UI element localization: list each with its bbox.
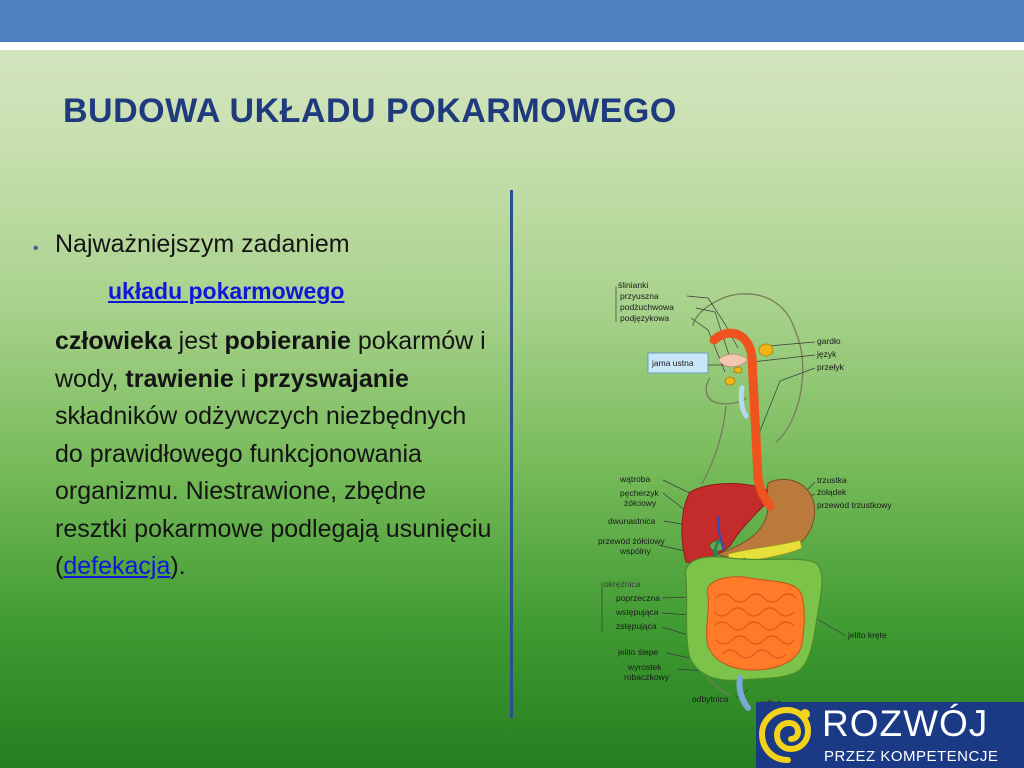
label-przelyk: przełyk <box>817 362 844 372</box>
top-bar <box>0 0 1024 42</box>
bold-czlowieka: człowieka <box>55 327 172 355</box>
slide-title: BUDOWA UKŁADU POKARMOWEGO <box>63 92 677 130</box>
bold-przyswajanie: przyswajanie <box>253 364 409 393</box>
vertical-divider <box>510 190 513 718</box>
salivary-gland-sublingual <box>734 367 742 373</box>
text-seg-6: i <box>233 364 254 393</box>
text-seg-8: składników odżywczych niezbędnych do prawidłowego funkcjonowania organizmu. Niestrawione, zbędne resztki pokarmowe podlegają usunięciu ( <box>55 402 492 580</box>
top-stripe <box>0 42 1024 50</box>
label-wstepujaca: wstępująca <box>616 607 659 617</box>
label-jezyk: język <box>817 349 837 359</box>
label-dwunastnica: dwunastnica <box>608 516 656 526</box>
label-jelito-slepe: jelito ślepe <box>618 647 659 657</box>
label-gardlo: gardło <box>817 336 841 346</box>
link-defekacja[interactable]: defekacja <box>63 552 171 580</box>
label-zstepujaca: zstępująca <box>616 621 657 631</box>
label-odbytnica: odbytnica <box>692 694 729 704</box>
bullet-icon: • <box>33 240 39 257</box>
label-jama-ustna: jama ustna <box>652 358 694 368</box>
digestive-system-diagram <box>590 278 920 718</box>
label-podzuchwowa: podżuchwowa <box>620 302 674 312</box>
label-przewod-trzustkowy: przewód trzustkowy <box>817 500 892 510</box>
label-poprzeczna: poprzeczna <box>616 593 660 603</box>
logo-spiral-icon <box>756 702 820 768</box>
logo-subtitle: PRZEZ KOMPETENCJE <box>824 748 999 765</box>
bullet-line-1: Najważniejszym zadaniem <box>55 230 350 258</box>
label-wyrostek-2: robaczkowy <box>624 672 669 682</box>
label-przewod-zolciowy-2: wspólny <box>620 546 651 556</box>
label-podjezykowa: podjęzykowa <box>620 313 670 323</box>
label-przyuszna: przyuszna <box>620 291 659 301</box>
text-seg-2: jest <box>171 327 225 355</box>
label-wyrostek-1: wyrostek <box>628 662 662 672</box>
bold-pobieranie: pobieranie <box>224 327 351 355</box>
salivary-gland-parotid <box>759 344 773 356</box>
text-seg-4: pokarmów i wody, <box>55 327 486 393</box>
label-okreznica: okrężnica <box>604 579 641 589</box>
bold-trawienie: trawienie <box>125 364 234 393</box>
label-slinianki: ślinianki <box>618 280 649 290</box>
salivary-gland-submandibular <box>725 377 735 385</box>
logo-rozwoj <box>756 702 1024 768</box>
trachea <box>741 388 746 416</box>
label-watroba: wątroba <box>620 474 651 484</box>
text-seg-9: ). <box>170 552 186 580</box>
label-przewod-zolciowy-1: przewód żółciowy <box>598 536 665 546</box>
label-zoladek: żołądek <box>817 487 847 497</box>
label-pecherzyk-1: pęcherzyk <box>620 488 659 498</box>
label-jelito-krete: jelito kręte <box>848 630 887 640</box>
label-pecherzyk-2: żółciowy <box>624 498 657 508</box>
bullet-paragraph <box>55 323 495 586</box>
label-trzustka: trzustka <box>817 475 847 485</box>
logo-name: ROZWÓJ <box>822 703 989 744</box>
link-uklad-pokarmowy[interactable]: układu pokarmowego <box>108 278 345 304</box>
